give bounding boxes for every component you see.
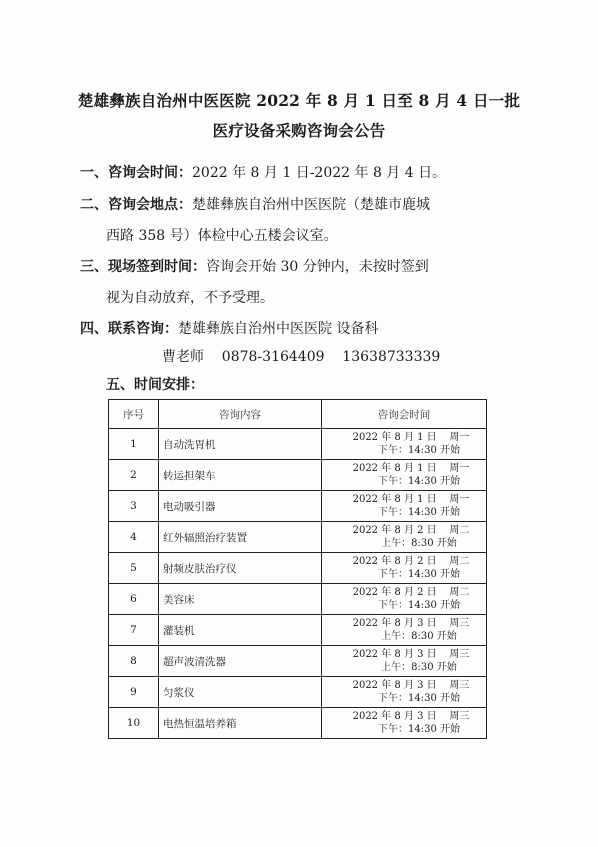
section-contact xyxy=(80,319,378,339)
row-schedule xyxy=(322,677,487,708)
row-schedule xyxy=(322,708,487,739)
section-signin xyxy=(80,257,429,277)
table-row xyxy=(109,646,487,677)
row-item: 匀浆仪 xyxy=(159,677,322,708)
row-number: 1 xyxy=(109,429,159,460)
title-line-1: 楚雄彝族自治州中医医院 2022 年 8 月 1 日至 8 月 4 日一批 xyxy=(77,91,521,110)
table-row xyxy=(109,429,487,460)
row-start-time: 下午：14:30 开始 xyxy=(378,476,460,487)
section-contact-text: 楚雄彝族自治州中医医院 设备科 xyxy=(178,321,379,337)
row-number: 5 xyxy=(109,553,159,584)
row-date: 2022 年 8 月 3 日 周三 xyxy=(352,680,470,691)
section-signin-text: 咨询会开始 30 分钟内，未按时签到 xyxy=(206,259,429,275)
section-signin-label: 三、现场签到时间： xyxy=(80,259,206,275)
section-time xyxy=(80,163,446,183)
section-location-label: 二、咨询会地点： xyxy=(80,197,192,213)
table-header-row xyxy=(109,400,487,429)
row-date: 2022 年 8 月 1 日 周一 xyxy=(352,432,470,443)
row-start-time: 上午：8:30 开始 xyxy=(381,538,457,549)
row-number: 9 xyxy=(109,677,159,708)
table-row xyxy=(109,615,487,646)
table-row xyxy=(109,708,487,739)
row-item: 美容床 xyxy=(159,584,322,615)
row-start-time: 上午：8:30 开始 xyxy=(381,631,457,642)
row-start-time: 下午：14:30 开始 xyxy=(378,569,460,580)
row-item: 电动吸引器 xyxy=(159,491,322,522)
contact-details: 曹老师 0878-3164409 13638733339 xyxy=(162,349,441,365)
row-start-time: 下午：14:30 开始 xyxy=(378,507,460,518)
table-row xyxy=(109,491,487,522)
table-row xyxy=(109,553,487,584)
row-start-time: 下午：14:30 开始 xyxy=(378,693,460,704)
section-location-text: 楚雄彝族自治州中医医院（楚雄市鹿城 xyxy=(192,197,430,213)
header-item: 咨询内容 xyxy=(159,400,322,429)
section-time-label: 一、咨询会时间： xyxy=(80,165,192,181)
schedule-table xyxy=(108,399,487,739)
header-no: 序号 xyxy=(109,400,159,429)
row-date: 2022 年 8 月 2 日 周二 xyxy=(352,556,470,567)
row-date: 2022 年 8 月 2 日 周二 xyxy=(352,587,470,598)
row-start-time: 上午：8:30 开始 xyxy=(381,662,457,673)
row-item: 射频皮肤治疗仪 xyxy=(159,553,322,584)
section-signin-cont: 视为自动放弃，不予受理。 xyxy=(106,290,274,306)
row-schedule xyxy=(322,584,487,615)
row-number: 7 xyxy=(109,615,159,646)
row-date: 2022 年 8 月 1 日 周一 xyxy=(352,494,470,505)
row-date: 2022 年 8 月 3 日 周三 xyxy=(352,649,470,660)
row-item: 自动洗胃机 xyxy=(159,429,322,460)
row-date: 2022 年 8 月 3 日 周三 xyxy=(352,711,470,722)
row-schedule xyxy=(322,553,487,584)
row-schedule xyxy=(322,429,487,460)
row-number: 8 xyxy=(109,646,159,677)
row-item: 红外辐照治疗装置 xyxy=(159,522,322,553)
row-schedule xyxy=(322,646,487,677)
row-start-time: 下午：14:30 开始 xyxy=(378,724,460,735)
section-schedule xyxy=(106,375,204,395)
row-number: 3 xyxy=(109,491,159,522)
row-schedule xyxy=(322,522,487,553)
row-schedule xyxy=(322,615,487,646)
row-item: 灌装机 xyxy=(159,615,322,646)
row-number: 4 xyxy=(109,522,159,553)
row-date: 2022 年 8 月 1 日 周一 xyxy=(352,463,470,474)
row-start-time: 下午：14:30 开始 xyxy=(378,600,460,611)
row-date: 2022 年 8 月 3 日 周三 xyxy=(352,618,470,629)
row-item: 电热恒温培养箱 xyxy=(159,708,322,739)
document-title xyxy=(60,86,538,146)
row-number: 10 xyxy=(109,708,159,739)
title-line-2: 医疗设备采购咨询会公告 xyxy=(212,121,386,140)
header-time: 咨询会时间 xyxy=(322,400,487,429)
section-location xyxy=(80,195,430,215)
section-schedule-label: 五、时间安排： xyxy=(106,377,204,393)
row-number: 6 xyxy=(109,584,159,615)
table-row xyxy=(109,460,487,491)
section-time-text: 2022 年 8 月 1 日-2022 年 8 月 4 日。 xyxy=(192,165,447,181)
table-row xyxy=(109,522,487,553)
table-row xyxy=(109,677,487,708)
row-start-time: 下午：14:30 开始 xyxy=(378,445,460,456)
row-number: 2 xyxy=(109,460,159,491)
row-item: 转运担架车 xyxy=(159,460,322,491)
table-row xyxy=(109,584,487,615)
section-contact-label: 四、联系咨询： xyxy=(80,321,178,337)
row-item: 超声波清洗器 xyxy=(159,646,322,677)
section-location-cont: 西路 358 号）体检中心五楼会议室。 xyxy=(106,228,338,244)
row-schedule xyxy=(322,460,487,491)
row-schedule xyxy=(322,491,487,522)
row-date: 2022 年 8 月 2 日 周二 xyxy=(352,525,470,536)
